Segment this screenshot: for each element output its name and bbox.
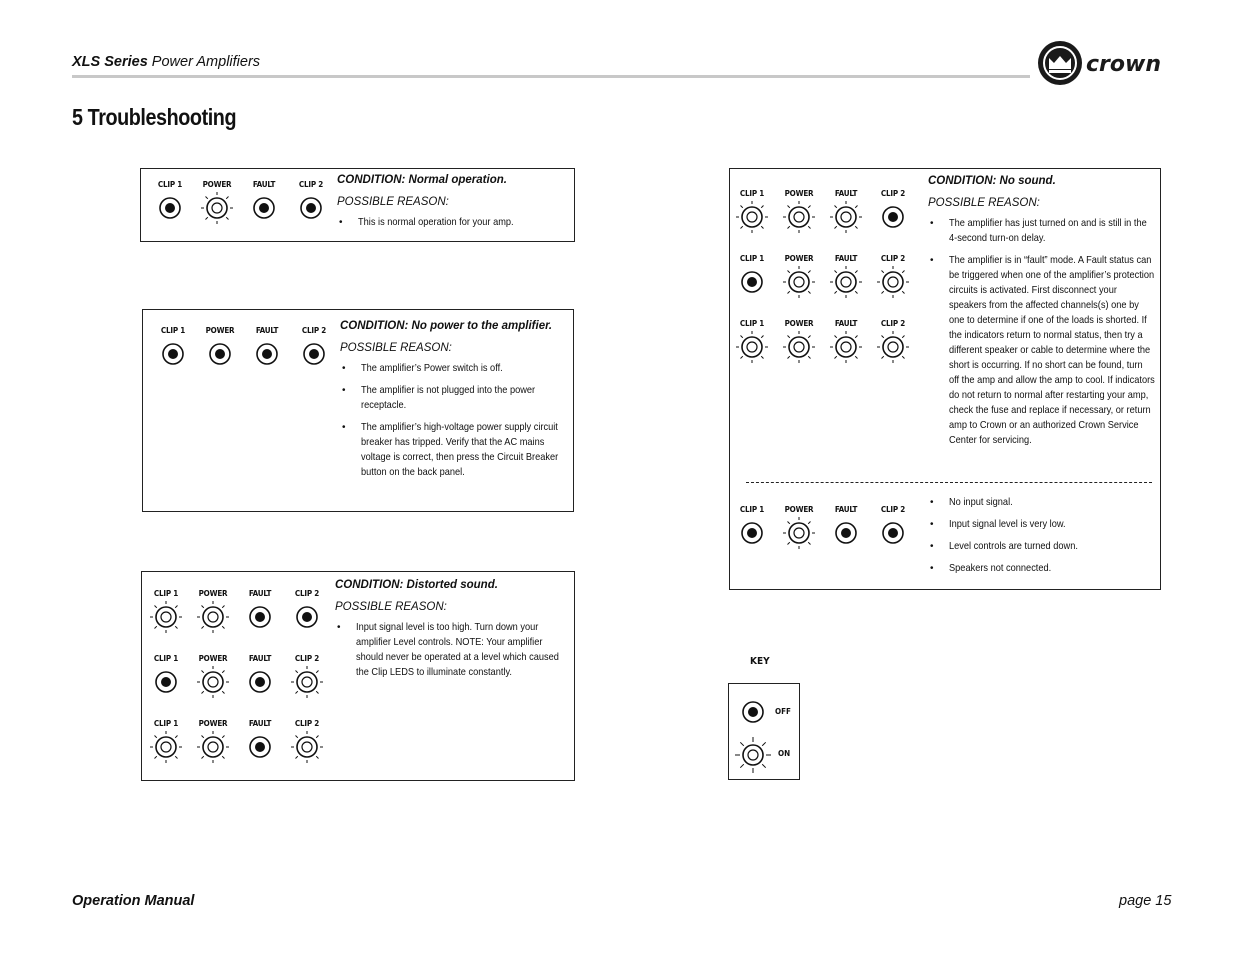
led-off-icon <box>736 266 768 298</box>
key-off-label: OFF <box>775 707 791 716</box>
section-divider <box>746 482 1152 483</box>
led-on-icon <box>197 601 229 633</box>
indicator-power-on <box>193 654 233 702</box>
reason-item: • No input signal. <box>928 495 1156 510</box>
indicator-clip2-off <box>294 326 334 374</box>
condition-text <box>335 578 569 687</box>
indicator-label: POWER <box>784 319 814 328</box>
indicator-label: FAULT <box>834 254 858 263</box>
reason-item: • The amplifier’s high-voltage power supply circuit breaker has tripped. Verify that the AC mains voltage is correct, then press the Circuit Breaker button on the back panel. <box>340 420 568 480</box>
indicator-label: POWER <box>784 505 814 514</box>
indicator-clip1-off <box>150 180 190 228</box>
led-on-icon <box>197 666 229 698</box>
indicator-clip1-on <box>732 189 772 237</box>
led-on-icon <box>783 517 815 549</box>
led-off-icon <box>830 517 862 549</box>
indicator-fault-off <box>240 589 280 637</box>
led-on-icon <box>736 331 768 363</box>
led-off-icon <box>204 338 236 370</box>
indicator-label: CLIP 1 <box>739 254 765 263</box>
indicator-clip2-on <box>873 254 913 302</box>
led-off-icon <box>295 192 327 224</box>
svg-text:crown: crown <box>1086 52 1161 77</box>
led-off-icon <box>150 666 182 698</box>
led-off-icon <box>251 338 283 370</box>
indicator-label: CLIP 2 <box>301 326 327 335</box>
indicator-fault-on <box>826 189 866 237</box>
led-on-icon <box>830 266 862 298</box>
led-off-icon <box>877 201 909 233</box>
indicator-label: CLIP 1 <box>160 326 186 335</box>
led-off-icon <box>248 192 280 224</box>
indicator-clip1-on <box>146 719 186 767</box>
indicator-label: CLIP 2 <box>294 589 320 598</box>
led-off-icon <box>244 666 276 698</box>
indicator-label: CLIP 1 <box>739 189 765 198</box>
led-off-icon <box>736 517 768 549</box>
indicator-power-on <box>779 189 819 237</box>
section-title: 5 Troubleshooting <box>72 104 237 130</box>
indicator-clip1-off <box>732 254 772 302</box>
condition-title: CONDITION: No sound. <box>928 175 1056 187</box>
indicator-label: CLIP 1 <box>153 589 179 598</box>
indicator-label: FAULT <box>834 189 858 198</box>
led-on-icon <box>877 266 909 298</box>
condition-title: CONDITION: No power to the amplifier. <box>340 320 553 332</box>
indicator-label: FAULT <box>248 719 272 728</box>
led-on-icon <box>197 731 229 763</box>
indicator-label: POWER <box>198 719 228 728</box>
indicator-label: FAULT <box>834 505 858 514</box>
footer-manual-title: Operation Manual <box>72 893 195 909</box>
reason-list <box>928 495 1156 576</box>
indicator-label: CLIP 2 <box>880 319 906 328</box>
key-label: KEY <box>750 656 770 667</box>
led-off-icon <box>743 702 763 722</box>
reason-item: • Speakers not connected. <box>928 561 1156 576</box>
indicator-fault-on <box>826 319 866 367</box>
indicator-clip1-off <box>153 326 193 374</box>
reason-item: • The amplifier has just turned on and is still in the 4-second turn-on delay. <box>928 216 1156 246</box>
indicator-fault-off <box>826 505 866 553</box>
indicator-label: FAULT <box>252 180 276 189</box>
led-off-icon <box>291 601 323 633</box>
reason-item: • The amplifier’s Power switch is off. <box>340 361 568 376</box>
led-off-icon <box>154 192 186 224</box>
key-led-icons <box>731 690 771 780</box>
indicator-fault-off <box>247 326 287 374</box>
led-on-icon <box>201 192 233 224</box>
possible-reason-label: POSSIBLE REASON: <box>340 342 452 354</box>
indicator-fault-off <box>240 719 280 767</box>
running-header <box>72 54 260 70</box>
led-on-icon <box>830 201 862 233</box>
indicator-label: POWER <box>784 189 814 198</box>
reason-item: • Input signal level is very low. <box>928 517 1156 532</box>
indicator-fault-on <box>826 254 866 302</box>
indicator-label: POWER <box>205 326 235 335</box>
indicator-label: CLIP 2 <box>294 719 320 728</box>
led-off-icon <box>157 338 189 370</box>
condition-text-sub <box>928 495 1156 583</box>
indicator-clip2-on <box>873 319 913 367</box>
led-on-icon <box>291 666 323 698</box>
header-rule <box>72 75 1030 78</box>
indicator-label: FAULT <box>834 319 858 328</box>
indicator-label: FAULT <box>255 326 279 335</box>
indicator-label: CLIP 2 <box>880 254 906 263</box>
key-on-label: ON <box>778 749 791 758</box>
indicator-label: POWER <box>198 654 228 663</box>
reason-list <box>337 215 569 230</box>
reason-item: • This is normal operation for your amp. <box>337 215 569 230</box>
indicator-label: CLIP 1 <box>739 319 765 328</box>
led-off-icon <box>244 731 276 763</box>
crown-logo <box>1036 38 1182 88</box>
indicator-power-off <box>200 326 240 374</box>
condition-panel-no-power <box>142 309 574 512</box>
indicator-power-on <box>779 319 819 367</box>
indicator-label: CLIP 2 <box>880 505 906 514</box>
indicator-label: CLIP 1 <box>157 180 183 189</box>
indicator-label: CLIP 2 <box>294 654 320 663</box>
condition-panel-distorted <box>141 571 575 781</box>
series-name: XLS Series <box>72 54 148 70</box>
page-number: page 15 <box>1119 893 1172 909</box>
indicator-clip2-off <box>287 589 327 637</box>
reason-list <box>928 216 1156 448</box>
indicator-power-on <box>779 505 819 553</box>
reason-item: • The amplifier is not plugged into the power receptacle. <box>340 383 568 413</box>
possible-reason-label: POSSIBLE REASON: <box>335 601 447 613</box>
led-on-icon <box>877 331 909 363</box>
indicator-clip1-off <box>732 505 772 553</box>
reason-item: • The amplifier is in “fault” mode. A Fault status can be triggered when one of the amplifier’s protection circuits is activated. First disconnect your speakers from the affected channels(s) one by one to determine if one of the loads is shorted. If the indicators return to normal status, then try a different speaker or cable to determine where the short is occurring. If no short can be found, turn off the amp and allow the amp to cool. If indicators do not return to normal after restarting your amp, check the fuse and replace if necessary, or return amp to Crown or an authorized Crown Service Center for servicing. <box>928 253 1156 448</box>
reason-item: • Level controls are turned down. <box>928 539 1156 554</box>
reason-list <box>340 361 568 480</box>
indicator-clip2-off <box>873 189 913 237</box>
led-on-icon <box>736 201 768 233</box>
indicator-clip1-on <box>146 589 186 637</box>
led-off-icon <box>244 601 276 633</box>
led-on-icon <box>783 201 815 233</box>
key-legend <box>728 683 800 780</box>
indicator-clip2-on <box>287 719 327 767</box>
condition-title: CONDITION: Distorted sound. <box>335 579 498 591</box>
led-on-icon <box>783 331 815 363</box>
indicator-label: CLIP 2 <box>298 180 324 189</box>
product-name: Power Amplifiers <box>151 54 261 70</box>
indicator-label: CLIP 1 <box>739 505 765 514</box>
condition-panel-no-sound <box>729 168 1161 590</box>
led-off-icon <box>298 338 330 370</box>
indicator-label: CLIP 1 <box>153 719 179 728</box>
indicator-clip2-off <box>291 180 331 228</box>
condition-title: CONDITION: Normal operation. <box>337 174 507 186</box>
reason-list <box>335 620 569 680</box>
indicator-label: FAULT <box>248 589 272 598</box>
led-on-icon <box>150 731 182 763</box>
condition-panel-normal <box>140 168 575 242</box>
condition-text <box>340 319 568 487</box>
indicator-fault-off <box>244 180 284 228</box>
indicator-power-on <box>197 180 237 228</box>
indicator-clip2-on <box>287 654 327 702</box>
indicator-power-on <box>193 589 233 637</box>
indicator-fault-off <box>240 654 280 702</box>
led-off-icon <box>877 517 909 549</box>
led-on-icon <box>830 331 862 363</box>
possible-reason-label: POSSIBLE REASON: <box>337 196 449 208</box>
condition-text <box>337 173 569 237</box>
led-on-icon <box>783 266 815 298</box>
indicator-power-on <box>779 254 819 302</box>
indicator-clip2-off <box>873 505 913 553</box>
reason-item: • Input signal level is too high. Turn down your amplifier Level controls. NOTE: Your amplifier should never be operated at a level which caused the Clip LEDS to illuminate constantly. <box>335 620 569 680</box>
indicator-label: FAULT <box>248 654 272 663</box>
indicator-label: POWER <box>784 254 814 263</box>
indicator-label: POWER <box>198 589 228 598</box>
condition-text <box>928 174 1156 455</box>
indicator-label: POWER <box>202 180 232 189</box>
led-on-icon <box>291 731 323 763</box>
led-on-icon <box>735 737 771 773</box>
indicator-clip1-off <box>146 654 186 702</box>
indicator-clip1-on <box>732 319 772 367</box>
indicator-label: CLIP 1 <box>153 654 179 663</box>
led-on-icon <box>150 601 182 633</box>
indicator-power-on <box>193 719 233 767</box>
possible-reason-label: POSSIBLE REASON: <box>928 197 1040 209</box>
indicator-label: CLIP 2 <box>880 189 906 198</box>
